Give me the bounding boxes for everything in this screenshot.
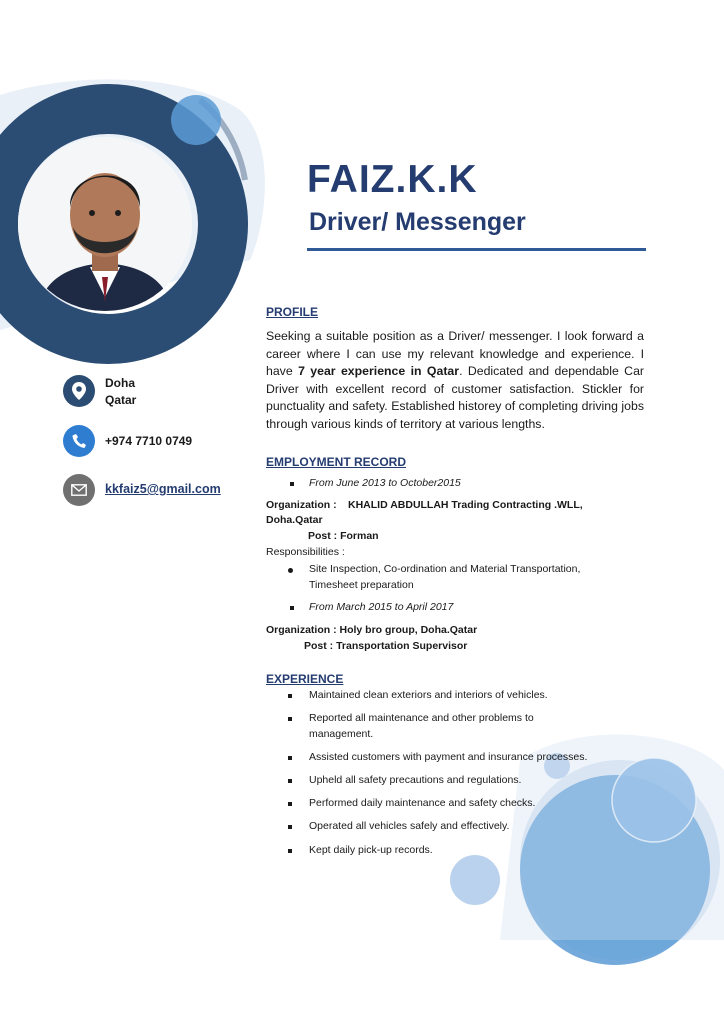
- bullet: [290, 606, 294, 610]
- bullet: [288, 694, 292, 698]
- candidate-name: FAIZ.K.K: [307, 158, 478, 201]
- job2-period: From March 2015 to April 2017: [309, 601, 454, 613]
- bullet: [288, 779, 292, 783]
- phone-number[interactable]: +974 7710 0749: [105, 434, 193, 448]
- profile-text-highlight: 7 year experience in Qatar: [298, 364, 460, 379]
- profile-text-part: Seeking a suitable position as a Driver/ messenger. I look forward a career where I can use my relevant knowledge and experience. I have: [266, 329, 644, 379]
- location-pin-icon: [63, 375, 95, 407]
- email-link[interactable]: kkfaiz5@gmail.com: [105, 482, 221, 496]
- bullet: [288, 756, 292, 760]
- experience-item: Kept daily pick-up records.: [309, 844, 433, 856]
- employment-heading: EMPLOYMENT RECORD: [266, 455, 407, 469]
- experience-item: Assisted customers with payment and insurance processes.: [309, 751, 588, 763]
- job1-responsibility-cont: Timesheet preparation: [309, 579, 414, 591]
- experience-item: Reported all maintenance and other problems to: [309, 712, 534, 724]
- mail-icon: [63, 474, 95, 506]
- job-title: Driver/ Messenger: [309, 208, 526, 236]
- job1-period: From June 2013 to October2015: [309, 477, 461, 489]
- profile-summary: [266, 328, 644, 434]
- job1-org-label: Organization :: [266, 499, 337, 511]
- title-divider: [307, 248, 646, 251]
- bullet: [288, 802, 292, 806]
- bullet: [288, 849, 292, 853]
- experience-heading: EXPERIENCE: [266, 672, 344, 686]
- job1-org-value: KHALID ABDULLAH Trading Contracting .WLL,: [348, 499, 583, 511]
- bullet: [288, 825, 292, 829]
- job1-org-location: Doha.Qatar: [266, 514, 323, 526]
- experience-item-cont: management.: [309, 728, 374, 740]
- experience-item: Operated all vehicles safely and effectively.: [309, 820, 510, 832]
- location-country: Qatar: [105, 393, 137, 407]
- bullet: [288, 717, 292, 721]
- job1-post: Post : Forman: [308, 530, 379, 542]
- phone-icon: [63, 425, 95, 457]
- experience-item: Performed daily maintenance and safety checks.: [309, 797, 536, 809]
- bullet: [288, 568, 293, 573]
- job1-responsibility: Site Inspection, Co-ordination and Material Transportation,: [309, 563, 581, 575]
- profile-heading: PROFILE: [266, 305, 319, 319]
- job2-post: Post : Transportation Supervisor: [304, 640, 468, 652]
- location-city: Doha: [105, 376, 135, 390]
- bullet: [290, 482, 294, 486]
- job1-responsibilities-label: Responsibilities :: [266, 546, 345, 558]
- job2-org: Organization : Holy bro group, Doha.Qatar: [266, 624, 478, 636]
- experience-item: Upheld all safety precautions and regulations.: [309, 774, 522, 786]
- experience-item: Maintained clean exteriors and interiors of vehicles.: [309, 689, 548, 701]
- profile-text-part: . Dedicated and dependable Car Driver with excellent record of customer satisfaction. Stickler for punctuality and safety. Established historey of completing driving jobs through various kinds of territory at various lengths.: [266, 364, 644, 431]
- profile-photo: [18, 137, 192, 311]
